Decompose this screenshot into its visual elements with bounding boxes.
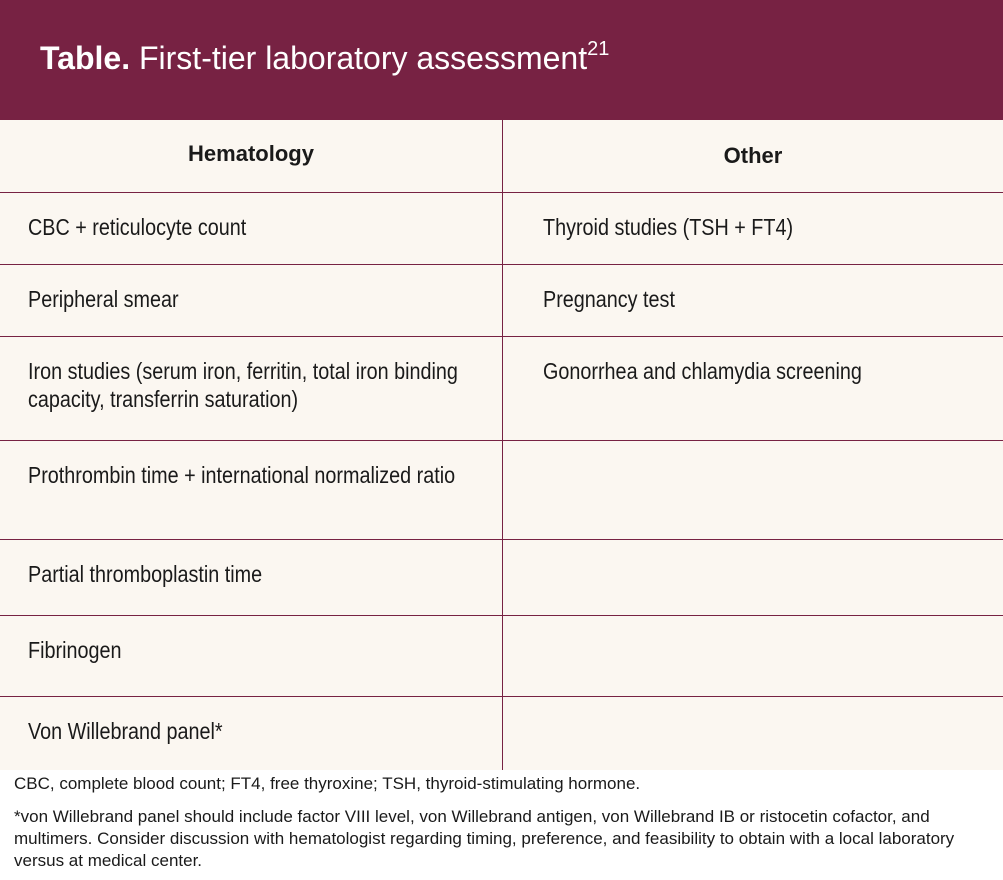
other-cell: Thyroid studies (TSH + FT4) xyxy=(543,214,794,240)
other-cell: Gonorrhea and chlamydia screening xyxy=(543,358,862,384)
other-cell xyxy=(543,441,982,540)
asterisk-footnote: *von Willebrand panel should include factor VIII level, von Willebrand antigen, von Willebrand IB or ristocetin cofactor, and multimers. Consider discussion with hematologist regarding timing, preference, and feasibility to obtain with a local laboratory versus at medical center. xyxy=(14,807,955,870)
abbreviations-footnote: CBC, complete blood count; FT4, free thyroxine; TSH, thyroid-stimulating hormone. xyxy=(14,774,641,793)
title-bar xyxy=(0,0,1003,120)
hematology-cell: Prothrombin time + international normalized ratio xyxy=(28,462,456,488)
hematology-cell: Von Willebrand panel* xyxy=(28,718,223,744)
column-divider xyxy=(502,120,503,770)
hematology-cell: CBC + reticulocyte count xyxy=(28,214,247,240)
hematology-cell: Partial thromboplastin time xyxy=(28,561,263,587)
hematology-cell: Fibrinogen xyxy=(28,637,122,663)
header-hematology: Hematology xyxy=(188,141,314,166)
table-title xyxy=(40,40,609,77)
hematology-cell: Iron studies (serum iron, ferritin, total iron binding capacity, transferrin saturation) xyxy=(28,358,458,412)
table-title-text: First-tier laboratory assessment xyxy=(138,40,588,76)
other-cell xyxy=(543,540,982,616)
table-label: Table. xyxy=(40,40,131,76)
header-other: Other xyxy=(723,143,783,168)
other-cell xyxy=(543,697,982,771)
reference-superscript: 21 xyxy=(587,38,610,61)
other-cell: Pregnancy test xyxy=(543,286,675,312)
other-cell xyxy=(543,616,982,697)
hematology-cell: Peripheral smear xyxy=(28,286,179,312)
